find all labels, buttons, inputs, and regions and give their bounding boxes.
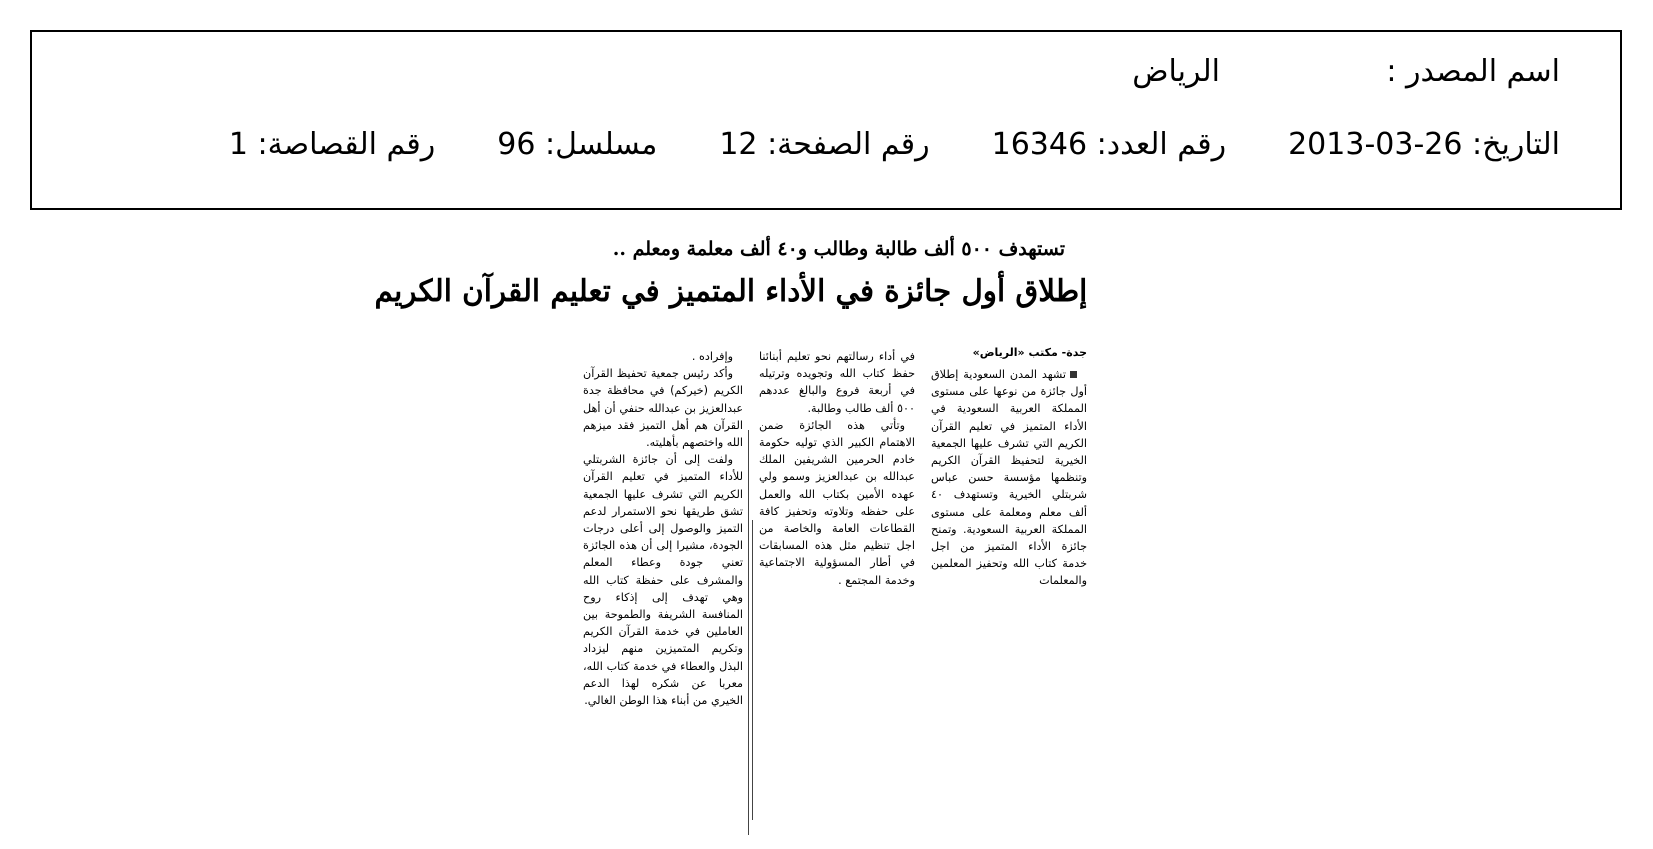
- article-column-1: [931, 366, 1087, 590]
- article-column-3: [583, 348, 743, 709]
- newspaper-clipping: [374, 238, 1095, 838]
- metadata-row: [72, 127, 1560, 162]
- column-divider: [752, 520, 753, 820]
- source-value: الرياض: [1132, 54, 1220, 89]
- column-2-paragraph-2: وتأتي هذه الجائزة ضمن الاهتمام الكبير الذي توليه حكومة خادم الحرمين الشريفين الملك عبدالله بن عبدالعزيز وسمو ولي عهده الأمين بكتاب الله والعمل على حفظه وتلاوته وتحفيز كافة القطاعات العامة والخاصة من اجل تنظيم مثل هذه المسابقات في أطار المسؤولية الاجتماعية وخدمة المجتمع .: [759, 418, 915, 587]
- column-divider: [748, 430, 749, 835]
- column-2-paragraph-1: في أداء رسالتهم نحو تعليم أبنائنا حفظ كتاب الله وتجويده وترتيله في أربعة فروع والبالغ عددهم ٥٠٠ ألف طالب وطالبة.: [759, 350, 915, 415]
- bullet-icon: [1070, 371, 1077, 378]
- issue-field: رقم العدد: 16346: [991, 127, 1227, 162]
- article-kicker: تستهدف ٥٠٠ ألف طالبة وطالب و٤٠ ألف معلمة ومعلم ..: [612, 238, 1065, 260]
- article-headline: إطلاق أول جائزة في الأداء المتميز في تعليم القرآن الكريم: [374, 274, 1087, 309]
- column-3-paragraph-3: ولفت إلى أن جائزة الشربتلي للأداء المتميز في تعليم القرآن الكريم التي تشرف عليها الجمعية تشق طريقها نحو الاستمرار لدعم التميز والوصول إلى أعلى درجات الجودة، مشيرا إلى أن هذه الجائزة تعني جودة وعطاء المعلم والمشرف على حفظة كتاب الله وهي تهدف إلى إذكاء روح المنافسة الشريفة والطموحة بين العاملين في خدمة القرآن الكريم وتكريم المتميزين منهم ليزداد البذل والعطاء في خدمة كتاب الله، معربا عن شكره لهذا الدعم الخيري من أبناء هذا الوطن الغالي.: [583, 453, 743, 708]
- column-1-text: تشهد المدن السعودية إطلاق أول جائزة من نوعها على مستوى المملكة العربية السعودية في الأداء المتميز في تعليم القرآن الكريم التي تشرف عليها الجمعية الخيرية لتحفيظ القرآن الكريم وتنظمها مؤسسة حسن عباس شربتلي الخيرية وتستهدف ٤٠ ألف معلم ومعلمة على مستوى المملكة العربية السعودية. وتمنح جائزة الأداء المتميز من اجل خدمة كتاب الله وتحفيز المعلمين والمعلمات: [931, 368, 1087, 588]
- clipping-header: [30, 30, 1622, 210]
- article-byline: جدة- مكتب «الرياض»: [972, 346, 1087, 359]
- serial-field: مسلسل: 96: [497, 127, 658, 162]
- article-column-2: [759, 348, 915, 589]
- clipping-number-field: رقم القصاصة: 1: [228, 127, 436, 162]
- page-field: رقم الصفحة: 12: [719, 127, 930, 162]
- column-3-paragraph-2: وأكد رئيس جمعية تحفيظ القرآن الكريم (خيركم) في محافظة جدة عبدالعزيز بن عبدالله حنفي أن أهل القرآن هم أهل التميز فقد ميزهم الله واختصهم بأهليته.: [583, 367, 743, 450]
- source-label: اسم المصدر :: [1386, 54, 1560, 89]
- date-field: التاريخ: 26-03-2013: [1288, 127, 1560, 162]
- column-3-paragraph-1: وإفراده .: [691, 350, 733, 363]
